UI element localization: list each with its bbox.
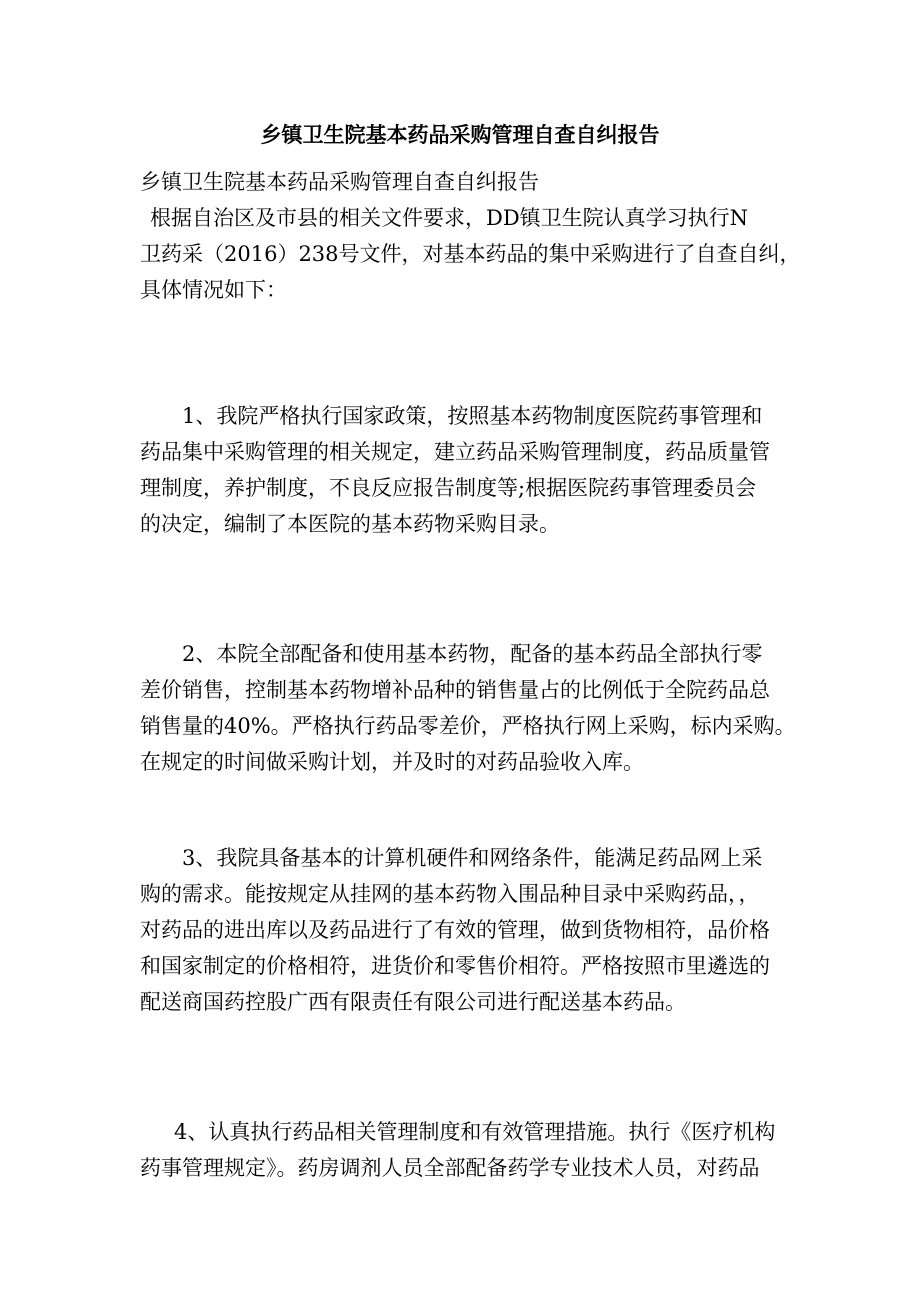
document-title: 乡镇卫生院基本药品采购管理自查自纠报告 bbox=[260, 122, 660, 147]
section-2-line: 差价销售，控制基本药物增补品种的销售量占的比例低于全院药品总 bbox=[140, 678, 770, 702]
section-3-line: 购的需求。能按规定从挂网的基本药物入围品种目录中采购药品，， bbox=[140, 882, 760, 906]
intro-paragraph bbox=[140, 164, 801, 308]
section-4-line: 4、认真执行药品相关管理制度和有效管理措施。执行《医疗机构 bbox=[174, 1120, 776, 1144]
section-1-paragraph bbox=[140, 398, 780, 542]
intro-line: 根据自治区及市县的相关文件要求，DD镇卫生院认真学习执行N bbox=[150, 206, 749, 230]
section-2-line: 2、本院全部配备和使用基本药物，配备的基本药品全部执行零 bbox=[182, 642, 763, 666]
section-1-line: 的决定，编制了本医院的基本药物采购目录。 bbox=[140, 512, 560, 536]
intro-line: 具体情况如下： bbox=[140, 278, 287, 302]
section-3-line: 对药品的进出库以及药品进行了有效的管理，做到货物相符，品价格 bbox=[140, 918, 770, 942]
section-3-line: 3、我院具备基本的计算机硬件和网络条件，能满足药品网上采 bbox=[182, 846, 763, 870]
intro-line: 卫药采（2016）238号文件，对基本药品的集中采购进行了自查自纠， bbox=[140, 242, 801, 266]
section-3-line: 配送商国药控股广西有限责任有限公司进行配送基本药品。 bbox=[140, 990, 686, 1014]
section-4-line: 药事管理规定》。药房调剂人员全部配备药学专业技术人员，对药品 bbox=[140, 1156, 760, 1180]
section-3-paragraph bbox=[140, 840, 780, 1020]
section-2-paragraph bbox=[140, 636, 796, 780]
section-1-line: 药品集中采购管理的相关规定，建立药品采购管理制度，药品质量管 bbox=[140, 440, 770, 464]
section-4-paragraph bbox=[140, 1114, 780, 1186]
section-2-line: 销售量的40%。严格执行药品零差价，严格执行网上采购，标内采购。 bbox=[140, 714, 796, 738]
subtitle-line: 乡镇卫生院基本药品采购管理自查自纠报告 bbox=[140, 170, 539, 194]
section-3-line: 和国家制定的价格相符，进货价和零售价相符。严格按照市里遴选的 bbox=[140, 954, 770, 978]
section-1-line: 1、我院严格执行国家政策，按照基本药物制度医院药事管理和 bbox=[182, 404, 763, 428]
section-1-line: 理制度，养护制度，不良反应报告制度等;根据医院药事管理委员会 bbox=[140, 476, 757, 500]
section-2-line: 在规定的时间做采购计划，并及时的对药品验收入库。 bbox=[140, 750, 644, 774]
